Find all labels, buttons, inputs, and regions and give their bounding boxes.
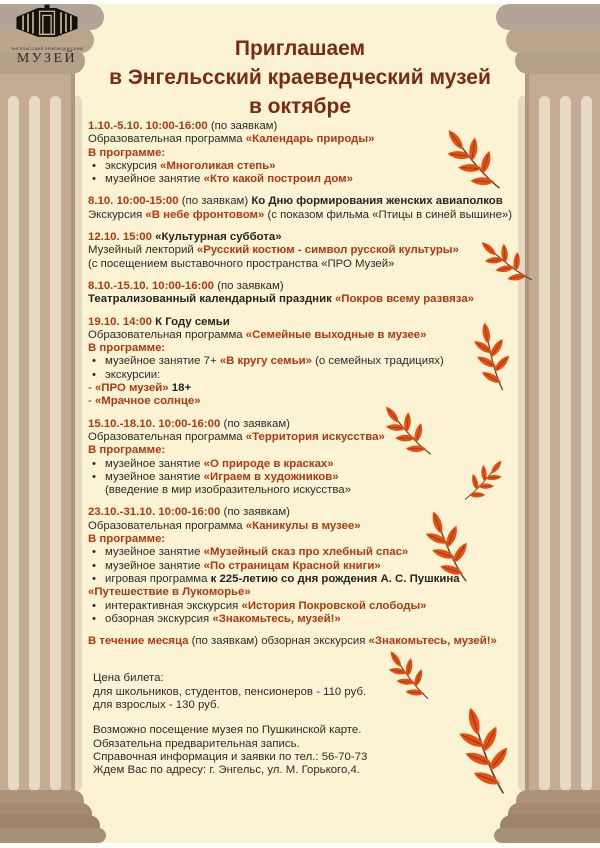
bullet-icon: • <box>92 599 96 612</box>
event-line <box>88 520 526 533</box>
event-line <box>88 573 526 586</box>
event-block <box>88 418 526 498</box>
event-text-span: В программе: <box>88 146 166 159</box>
event-text-span: К Году семьи <box>155 315 230 328</box>
event-text-span: обзорная экскурсия <box>105 612 213 625</box>
event-text-span: Образовательная программа <box>88 430 246 443</box>
event-text-span: В течение месяца <box>88 635 192 648</box>
poster-background <box>0 4 600 843</box>
bullet-icon: • <box>92 355 96 368</box>
event-line <box>88 280 526 293</box>
poster-title <box>75 34 525 121</box>
price-line: Цена билета: <box>93 672 164 685</box>
event-text-span: «История Покровской слободы» <box>241 599 427 612</box>
event-line <box>88 258 526 271</box>
event-text-span: (по заявкам) <box>223 506 290 519</box>
event-line <box>88 560 526 573</box>
event-text-span: музейное занятие <box>105 457 204 470</box>
contact-line: Обязательна предварительная запись. <box>93 737 300 750</box>
event-text-span: 1.10.-5.10. 10:00-16:00 <box>88 120 211 132</box>
logo-subtitle: ЭНГЕЛЬССКИЙ КРАЕВЕДЧЕСКИЙ <box>10 46 84 51</box>
title-line-2: в Энгельсский краеведческий музей <box>109 66 491 89</box>
events-list <box>88 120 526 648</box>
event-text-span: (по заявкам) обзорная экскурсия <box>191 635 369 648</box>
event-text-span: В программе: <box>88 342 166 355</box>
event-line <box>88 355 526 368</box>
event-text-span: «В небе фронтовом» <box>145 208 265 221</box>
price-line: для взрослых - 130 руб. <box>93 698 220 711</box>
event-text-span: музейное занятие <box>105 559 204 572</box>
event-text-span: «Культурная суббота» <box>155 231 282 244</box>
event-text-span: - <box>88 395 95 408</box>
event-text-span: Экскурсия <box>88 208 146 221</box>
event-text-span: «Играем в художников» <box>203 470 339 483</box>
event-line <box>88 600 526 613</box>
events-content <box>88 120 526 786</box>
event-text-span: (по заявкам) <box>210 120 278 132</box>
event-line <box>88 329 526 342</box>
event-line <box>88 613 526 626</box>
event-text-span: 15.10.-18.10. 10:00-16:00 <box>88 417 224 430</box>
event-line <box>88 293 526 306</box>
event-block <box>88 231 526 271</box>
event-text-span: «Каникулы в музее» <box>245 519 361 532</box>
bullet-icon: • <box>92 159 96 172</box>
event-text-span: «О природе в красках» <box>203 457 334 470</box>
event-text-span: (с посещением выставочного пространства «ПРО Музей» <box>88 257 395 270</box>
event-text-span: (по заявкам) <box>217 279 284 292</box>
bullet-icon: • <box>92 612 96 625</box>
bullet-icon: • <box>92 572 96 585</box>
event-line <box>88 209 526 222</box>
event-text-span: Образовательная программа <box>88 519 246 532</box>
contact-line: Ждем Вас по адресу: г. Энгельс, ул. М. Горького,4. <box>93 764 360 777</box>
bullet-icon: • <box>92 173 96 186</box>
event-line <box>88 533 526 546</box>
event-line <box>88 195 526 208</box>
event-text-span: (введение в мир изобразительного искусства» <box>105 484 351 497</box>
title-line-1: Приглашаем <box>234 37 366 60</box>
event-line <box>88 382 526 395</box>
column-capital <box>496 4 600 30</box>
column-flute <box>581 96 592 791</box>
event-text-span: к 225-летию со дня рождения А. С. Пушкина <box>210 572 460 585</box>
event-text-span: (о семейных традициях) <box>311 355 444 368</box>
event-text-span: «Русский костюм - символ русской культуры» <box>196 244 459 257</box>
logo-name: МУЗЕЙ <box>16 51 78 66</box>
event-text-span: экскурсии: <box>105 368 161 381</box>
event-text-span: интерактивная экскурсия <box>105 599 242 612</box>
event-text-span: игровая программа <box>105 572 211 585</box>
event-line <box>88 444 526 457</box>
event-line <box>88 147 526 160</box>
event-text-span: 12.10. 15:00 <box>88 231 156 244</box>
column-base <box>494 828 600 843</box>
event-line <box>88 471 526 484</box>
event-text-span: (по заявкам) <box>181 195 252 208</box>
price-line: для школьников, студентов, пенсионеров - 110 руб. <box>93 685 367 698</box>
event-line <box>88 635 526 648</box>
event-text-span: «По страницам Красной книги» <box>203 559 381 572</box>
event-text-span: «Многоликая степь» <box>160 159 276 172</box>
column-flute <box>29 96 40 791</box>
event-line <box>88 431 526 444</box>
museum-building-icon <box>14 4 80 40</box>
title-line-3: в октябре <box>248 95 352 118</box>
event-text-span: Образовательная программа <box>88 133 246 146</box>
event-line <box>88 395 526 408</box>
event-text-span: «Кто какой построил дом» <box>203 173 353 186</box>
event-text-span: музейное занятие <box>105 173 204 186</box>
event-text-span: «В кругу семьи» <box>219 355 312 368</box>
event-line <box>88 418 526 431</box>
event-text-span: «Путешествие в Лукоморье» <box>88 586 251 599</box>
event-line <box>88 342 526 355</box>
event-text-span: 19.10. 14:00 <box>88 315 156 328</box>
price-block <box>88 672 526 712</box>
right-column-shaft <box>525 4 600 843</box>
event-line <box>88 484 526 497</box>
event-text-span: музейное занятие 7+ <box>105 355 220 368</box>
column-flute <box>8 96 19 791</box>
event-text-span: 8.10. 10:00-15:00 <box>88 195 182 208</box>
event-text-span: Музейный лекторий <box>88 244 197 257</box>
event-block <box>88 316 526 409</box>
event-text-span: «Мрачное солнце» <box>94 395 201 408</box>
column-flute <box>539 96 550 791</box>
event-text-span: «Семейные выходные в музее» <box>245 328 427 341</box>
column-flute <box>560 96 571 791</box>
event-line <box>88 316 526 329</box>
event-line <box>88 506 526 519</box>
event-text-span: «Знакомьтесь, музей!» <box>368 635 497 648</box>
column-base <box>0 828 106 843</box>
event-text-span: 18+ <box>168 382 192 395</box>
event-text-span: «Календарь природы» <box>245 133 375 146</box>
contact-line: Справочная информация и заявки по тел.: 56-70-73 <box>93 750 368 763</box>
event-line <box>88 231 526 244</box>
left-column-shaft <box>0 4 75 843</box>
museum-logo <box>9 4 85 67</box>
event-text-span: «Покров всему развяза» <box>334 293 474 306</box>
event-block <box>88 635 526 648</box>
event-line <box>88 133 526 146</box>
event-text-span: «Музейный сказ про хлебный спас» <box>203 546 409 559</box>
bullet-icon: • <box>92 457 96 470</box>
event-text-span: Образовательная программа <box>88 328 246 341</box>
event-text-span: 23.10.-31.10. 10:00-16:00 <box>88 506 224 519</box>
event-block <box>88 280 526 307</box>
event-line <box>88 458 526 471</box>
event-text-span: Ко Дню формирования женских авиаполков <box>251 195 503 208</box>
event-line <box>88 546 526 559</box>
event-text-span: экскурсия <box>105 159 161 172</box>
event-text-span: (по заявкам) <box>223 417 290 430</box>
event-text-span: 8.10.-15.10. 10:00-16:00 <box>88 279 218 292</box>
event-line <box>88 586 526 599</box>
bullet-icon: • <box>92 470 96 483</box>
bullet-icon: • <box>92 559 96 572</box>
event-text-span: Театрализованный календарный праздник <box>88 293 335 306</box>
event-line <box>88 160 526 173</box>
event-line <box>88 369 526 382</box>
event-text-span: «Знакомьтесь, музей!» <box>212 612 341 625</box>
column-edge <box>71 4 75 843</box>
event-block <box>88 120 526 186</box>
event-block <box>88 506 526 626</box>
event-text-span: «Территория искусства» <box>245 430 385 443</box>
contact-line: Возможно посещение музея по Пушкинской карте. <box>93 724 362 737</box>
event-text-span: музейное занятие <box>105 546 204 559</box>
event-text-span: В программе: <box>88 533 166 546</box>
column-flute <box>50 96 61 791</box>
contact-block <box>88 724 526 777</box>
event-block <box>88 195 526 222</box>
bullet-icon: • <box>92 546 96 559</box>
event-text-span: (с показом фильма «Птицы в синей вышине») <box>264 208 513 221</box>
event-text-span: - <box>88 382 95 395</box>
event-line <box>88 120 526 133</box>
event-text-span: музейное занятие <box>105 470 204 483</box>
event-text-span: В программе: <box>88 444 166 457</box>
bullet-icon: • <box>92 368 96 381</box>
event-text-span: «ПРО музей» <box>94 382 169 395</box>
event-line <box>88 244 526 257</box>
event-line <box>88 173 526 186</box>
